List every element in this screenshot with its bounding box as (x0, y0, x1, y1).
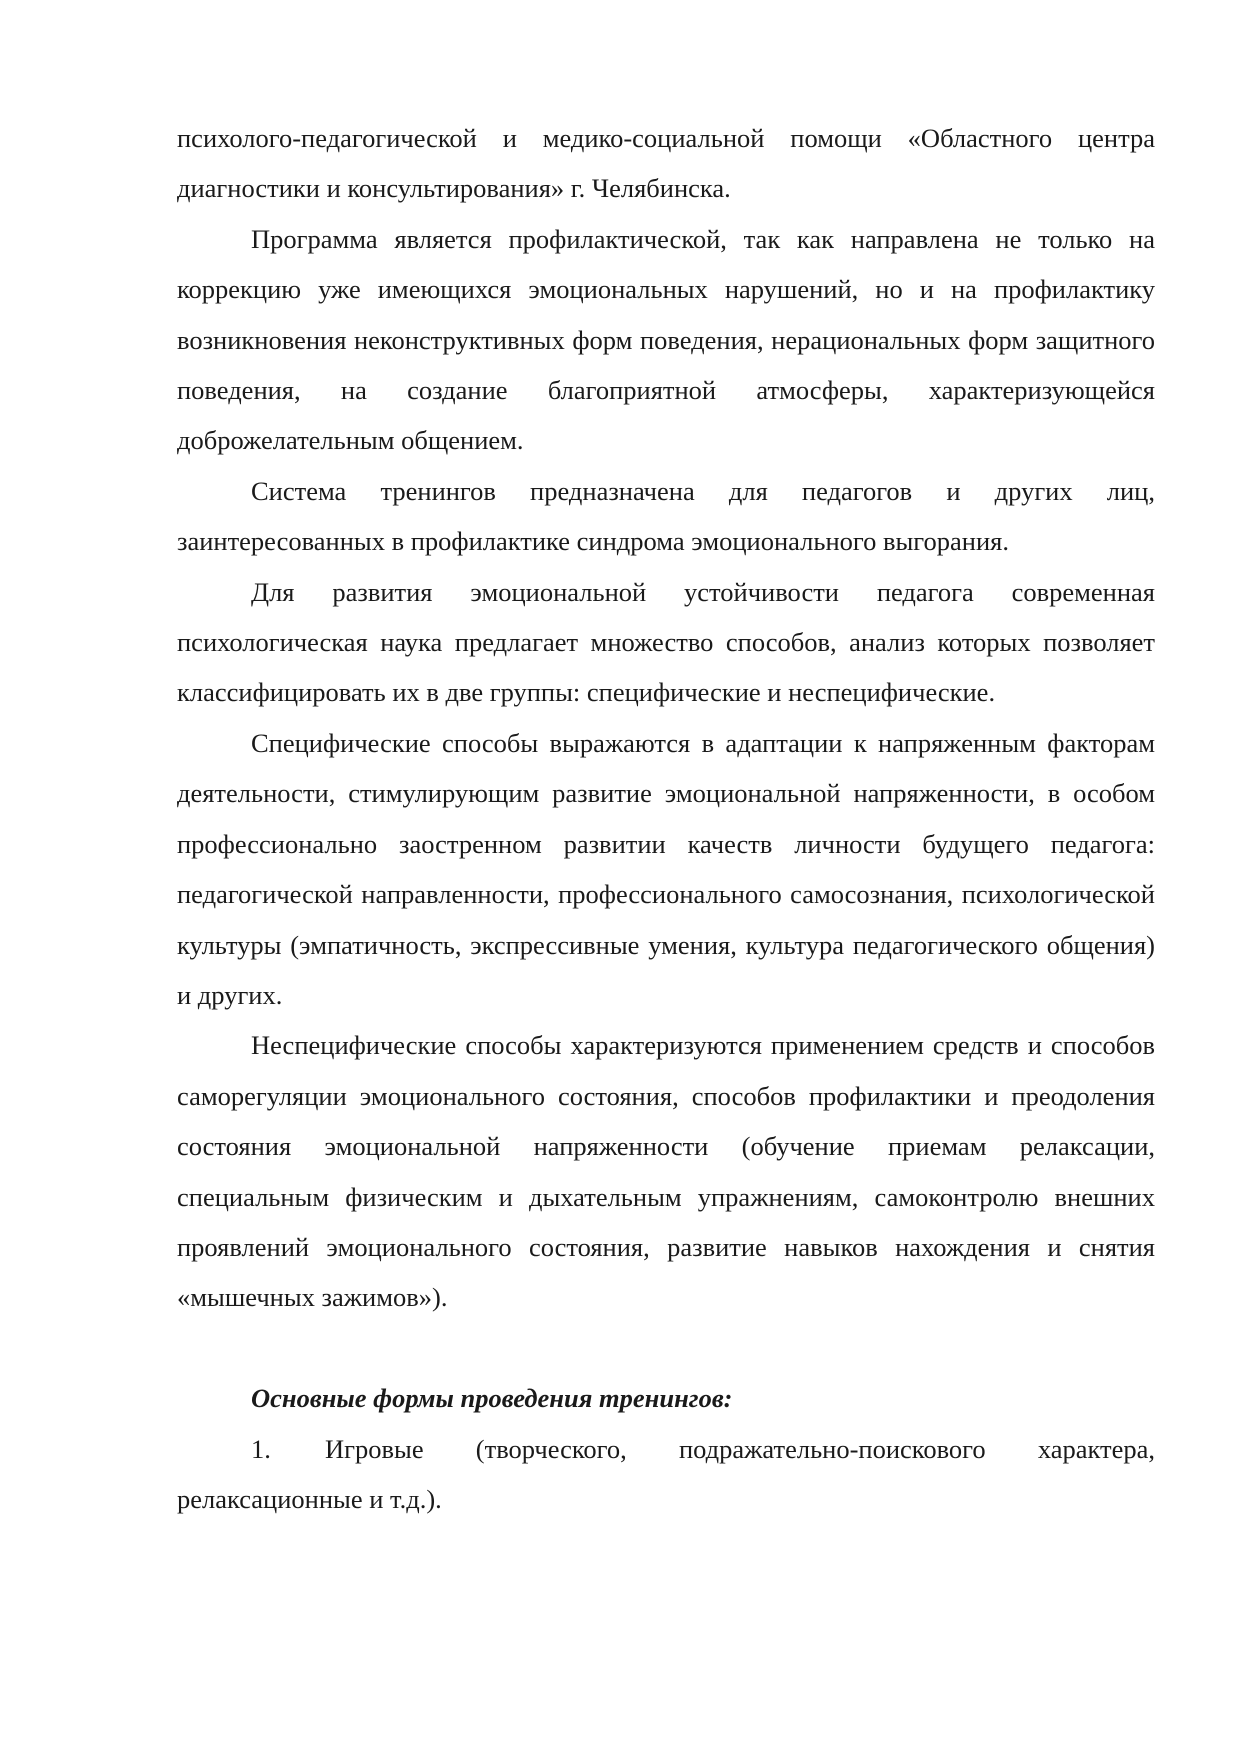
list-item-text: Игровые (творческого, подражательно-поискового характера, релаксационные и т.д.). (177, 1433, 1155, 1514)
paragraph-emotional-stability: Для развития эмоциональной устойчивости педагога современная психологическая наука предлагает множество способов, анализ которых позволяет классифицировать их в две группы: специфические и неспецифические. (177, 576, 1155, 708)
list-item (177, 1424, 1155, 1525)
section-spacer (177, 1323, 1155, 1373)
list-item-number: 1. (251, 1433, 271, 1464)
paragraph-continuation: психолого-педагогической и медико-социальной помощи «Областного центра диагностики и консультирования» г. Челябинска. (177, 123, 1155, 204)
paragraph-program-description: Программа является профилактической, так как направлена не только на коррекцию уже имеющихся эмоциональных нарушений, но и на профилактику возникновения неконструктивных форм поведения, нерациональных форм защитного поведения, на создание благоприятной атмосферы, характеризующейся доброжелательным общением. (177, 223, 1155, 456)
section-heading: Основные формы проведения тренингов: (251, 1383, 733, 1414)
paragraph-training-system: Система тренингов предназначена для педагогов и других лиц, заинтересованных в профилактике синдрома эмоционального выгорания. (177, 475, 1155, 557)
paragraph-nonspecific-methods: Неспецифические способы характеризуются применением средств и способов саморегуляции эмоционального состояния, способов профилактики и преодоления состояния эмоциональной напряженности (обучение приемам релаксации, специальным физическим и дыхательным упражнениям, самоконтролю внешних проявлений эмоционального состояния, развитие навыков нахождения и снятия «мышечных зажимов»). (177, 1030, 1155, 1313)
document-body (177, 113, 1155, 1524)
paragraph-specific-methods: Специфические способы выражаются в адаптации к напряженным факторам деятельности, стимулирующим развитие эмоциональной напряженности, в особом профессионально заостренном развитии качеств личности будущего педагога: педагогической направленности, профессионального самосознания, психологической культуры (эмпатичность, экспрессивные умения, культура педагогического общения) и других. (177, 727, 1155, 1010)
